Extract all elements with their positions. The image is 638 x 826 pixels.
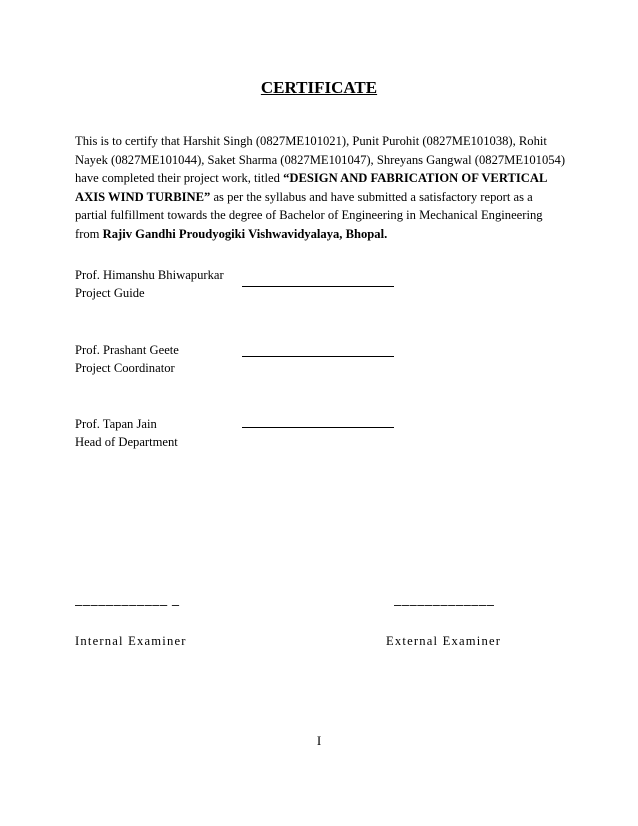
signatory-project-guide [75, 266, 224, 302]
signatory-role: Project Coordinator [75, 361, 175, 375]
body-line-5: partial fulfillment towards the degree of Bachelor of Engineering in Mechanical Engineering [75, 208, 543, 223]
body-line-2: Nayek (0827ME101044), Saket Sharma (0827ME101047), Shreyans Gangwal (0827ME101054) [75, 152, 566, 167]
university-name: Rajiv Gandhi Proudyogiki Vishwavidyalaya, Bhopal. [102, 226, 388, 241]
signature-line-head-of-department [242, 427, 394, 428]
external-examiner-signature-dash: ––––––––––––– [394, 597, 495, 612]
page-number: I [316, 733, 322, 748]
body-line-3 [75, 169, 565, 188]
body-line-4 [75, 188, 565, 207]
signatory-name: Prof. Himanshu Bhiwapurkar [75, 268, 224, 282]
signatory-project-coordinator [75, 341, 179, 377]
body-line-4-text: as per the syllabus and have submitted a satisfactory report as a [210, 189, 533, 204]
signatory-head-of-department [75, 415, 178, 451]
project-title-part-1: “DESIGN AND FABRICATION OF VERTICAL [283, 171, 548, 186]
certificate-body [75, 132, 565, 244]
signature-line-project-guide [242, 286, 394, 287]
signatory-role: Project Guide [75, 286, 145, 300]
body-line-1: This is to certify that Harshit Singh (0827ME101021), Punit Purohit (0827ME101038), Rohit [75, 134, 547, 148]
signature-line-project-coordinator [242, 356, 394, 357]
page-title: CERTIFICATE [260, 78, 378, 97]
project-title-part-2: AXIS WIND TURBINE” [75, 189, 211, 204]
external-examiner-label: External Examiner [386, 634, 502, 648]
internal-examiner-label: Internal Examiner [75, 634, 187, 648]
body-line-3-text: have completed their project work, titled [75, 171, 284, 186]
body-line-6-text: from [75, 226, 103, 241]
internal-examiner-signature-dash: –––––––––––– – [75, 597, 180, 612]
signatory-name: Prof. Tapan Jain [75, 417, 157, 431]
signatory-name: Prof. Prashant Geete [75, 343, 179, 357]
signatory-role: Head of Department [75, 435, 178, 449]
body-line-6 [75, 225, 565, 244]
